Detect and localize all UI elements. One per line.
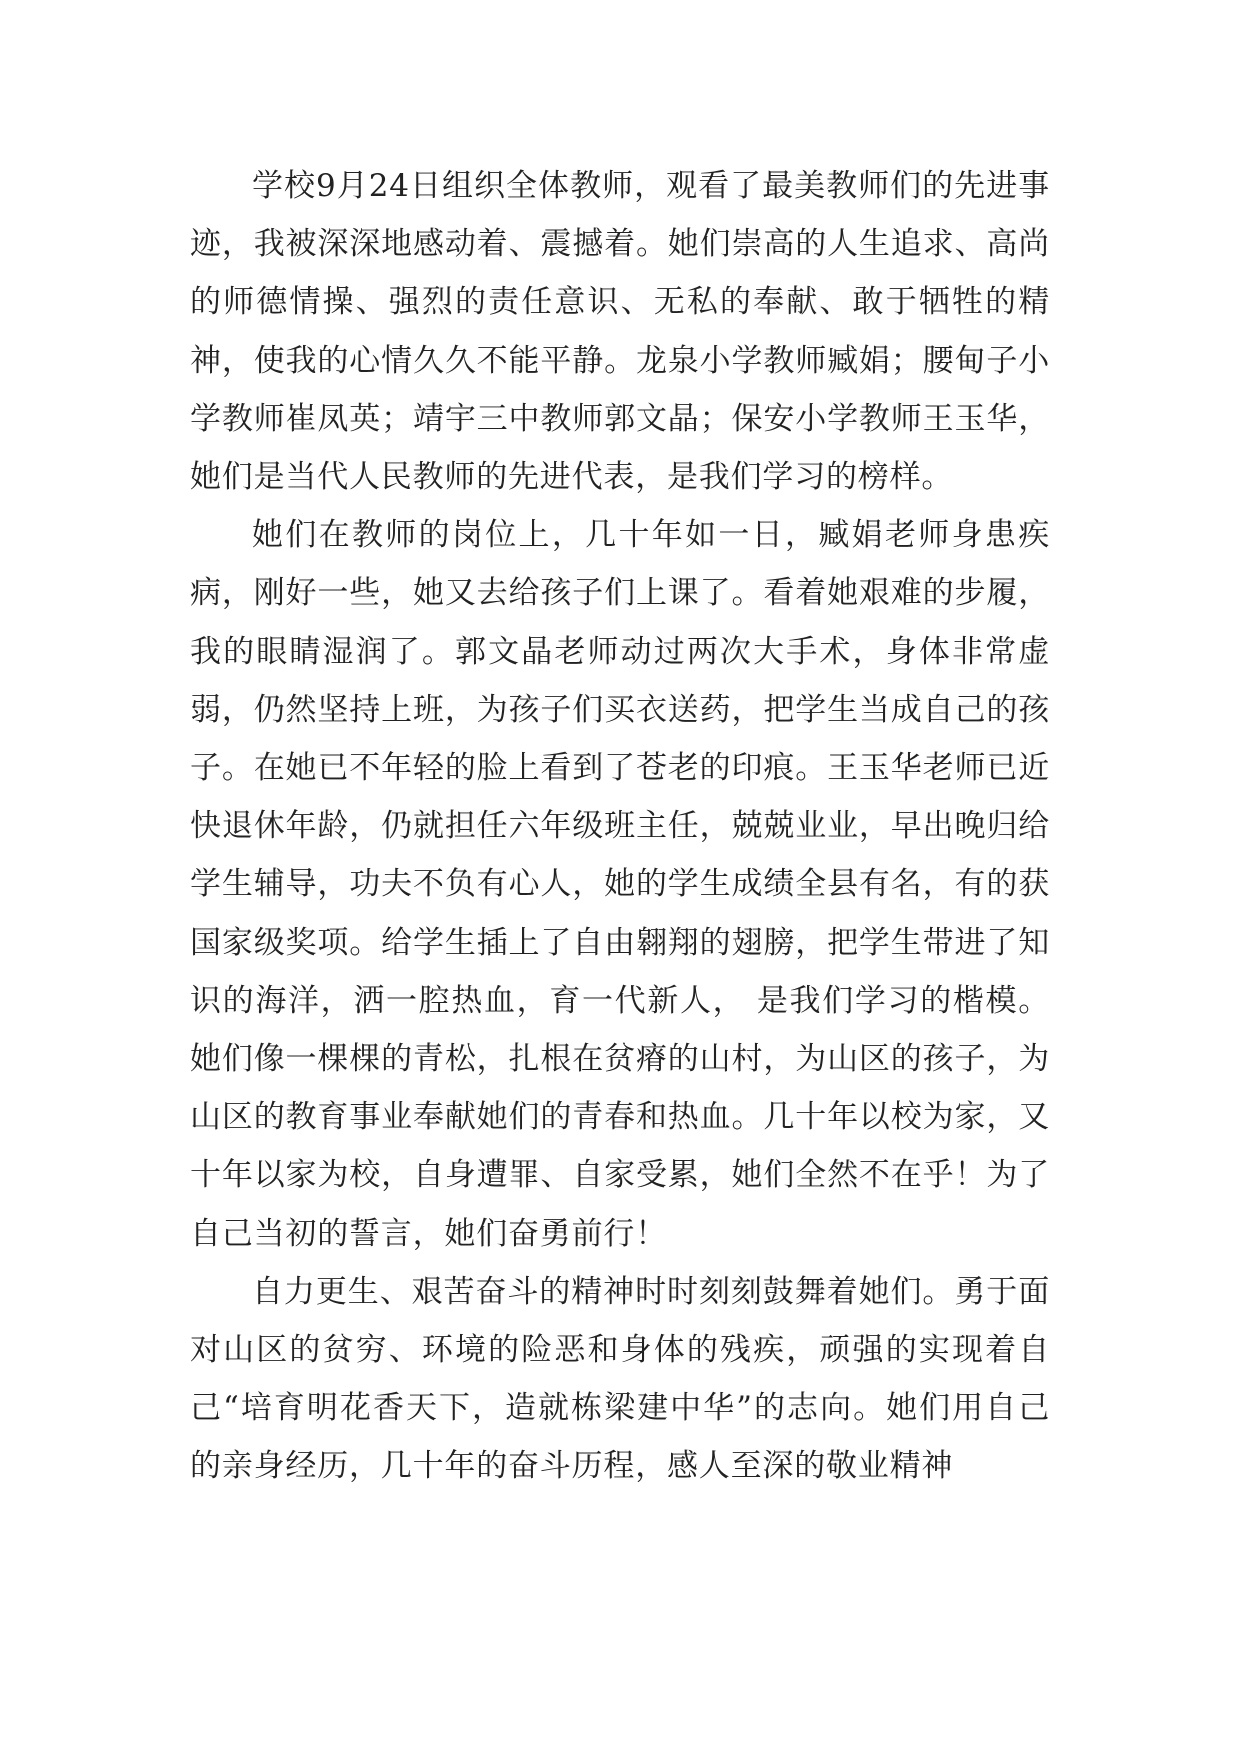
paragraph-2: 她们在教师的岗位上，几十年如一日，臧娟老师身患疾病，刚好一些，她又去给孩子们上课了。看着她艰难的步履，我的眼睛湿润了。郭文晶老师动过两次大手术，身体非常虚弱，仍然坚持上班，为孩子们买衣送药，把学生当成自己的孩子。在她已不年轻的脸上看到了苍老的印痕。王玉华老师已近快退休年龄，仍就担任六年级班主任，兢兢业业，早出晚归给学生辅导，功夫不负有心人，她的学生成绩全县有名，有的获国家级奖项。给学生插上了自由翱翔的翅膀，把学生带进了知识的海洋，洒一腔热血，育一代新人， 是我们学习的楷模。她们像一棵棵的青松，扎根在贫瘠的山村，为山区的孩子，为山区的教育事业奉献她们的青春和热血。几十年以校为家，又十年以家为校，自身遭罪、自家受累，她们全然不在乎！为了自己当初的誓言，她们奋勇前行！ xyxy=(190,517,1050,1252)
document-body xyxy=(190,157,1050,1496)
paragraph-3: 自力更生、艰苦奋斗的精神时时刻刻鼓舞着她们。勇于面对山区的贫穷、环境的险恶和身体的残疾，顽强的实现着自己“培育明花香天下，造就栋梁建中华”的志向。她们用自己的亲身经历，几十年的奋斗历程，感人至深的敬业精神 xyxy=(190,1273,1050,1485)
paragraph-1: 学校9月24日组织全体教师，观看了最美教师们的先进事迹，我被深深地感动着、震撼着。她们崇高的人生追求、高尚的师德情操、强烈的责任意识、无私的奉献、敢于牺牲的精神，使我的心情久久不能平静。龙泉小学教师臧娟；腰甸子小学教师崔凤英；靖宇三中教师郭文晶；保安小学教师王玉华，她们是当代人民教师的先进代表，是我们学习的榜样。 xyxy=(190,168,1050,496)
